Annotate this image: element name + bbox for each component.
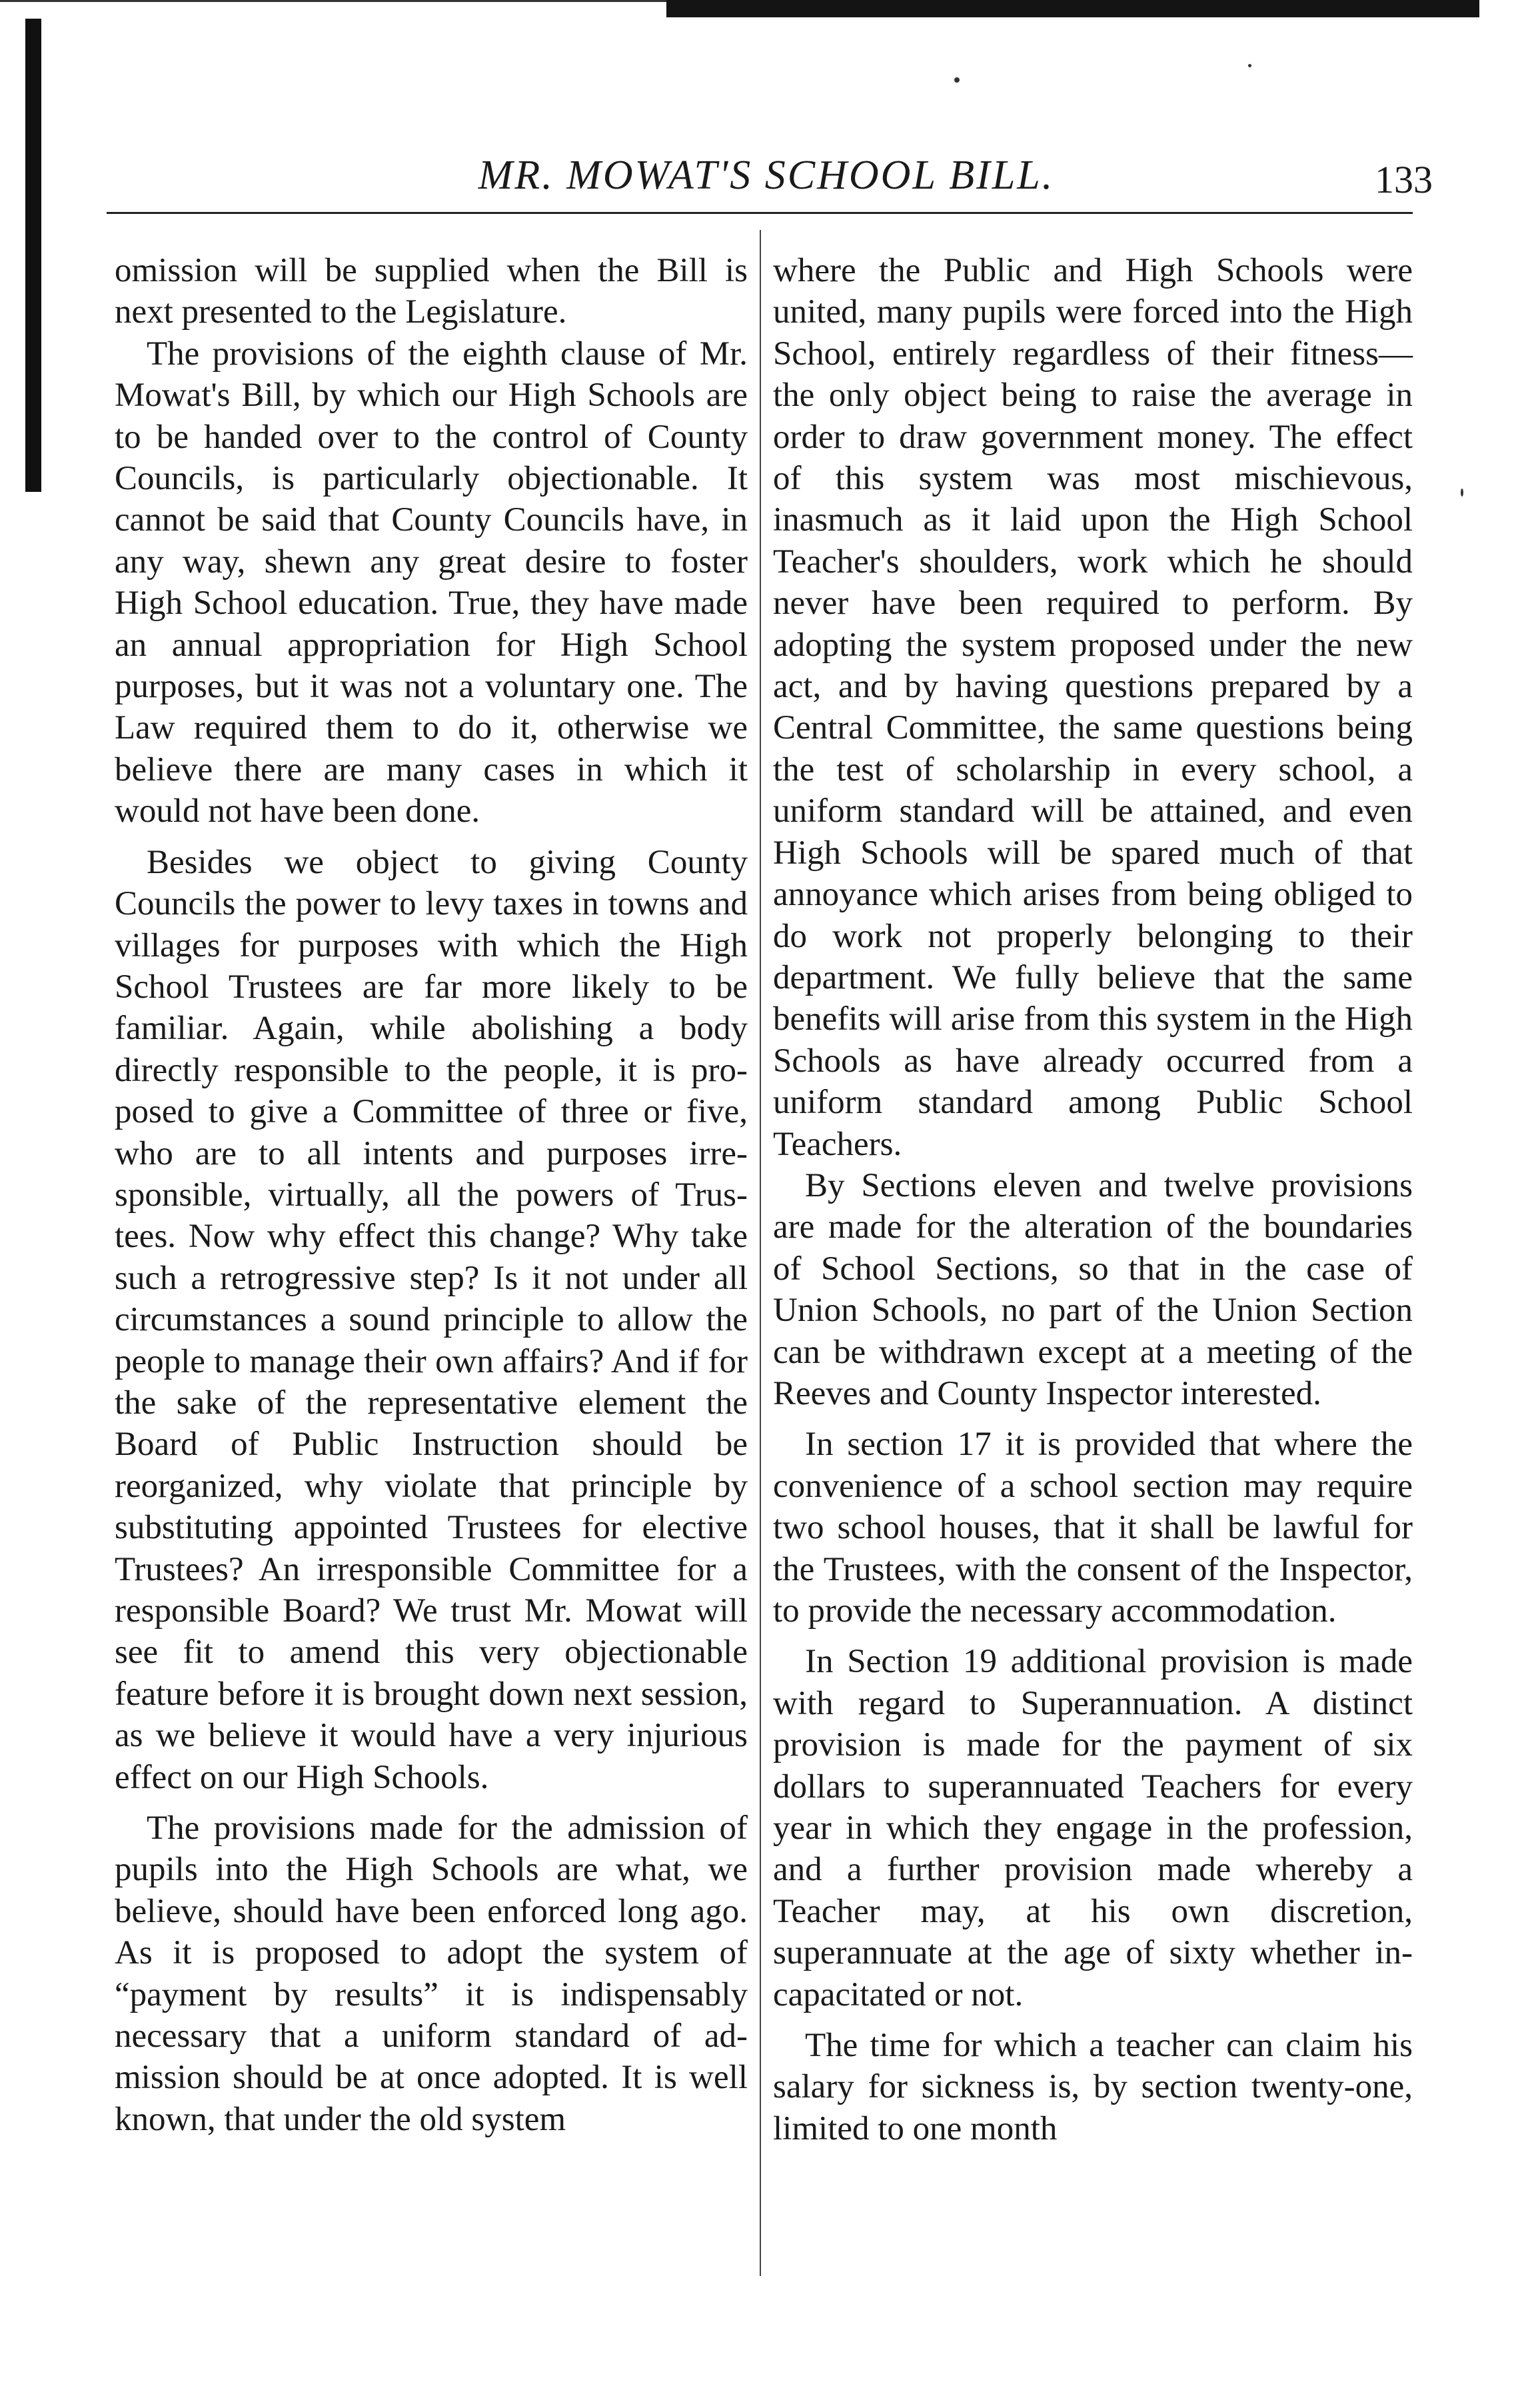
running-title: MR. MOWAT'S SCHOOL BILL. [478, 153, 1055, 198]
paragraph: The provisions of the eighth clause of Mr. Mowat's Bill, by which our High Schools are to be handed over to the control of County Councils, is particularly objectionable. It cannot be said that County Councils have, in any way, shewn any great desire to foster High School education. True, they have made an annual appropriation for High School purposes, but it was not a voluntary one. The Law required them to do it, otherwise we believe there are many cases in which it would not have been done. [115, 335, 748, 830]
top-border-bar [666, 0, 1479, 17]
paragraph: Besides we object to giving County Councils the power to levy taxes in towns and villages for purposes with which the High School Trustees are far more likely to be familiar. Again, while abolishing a body directly responsible to the people, it is proposed to give a Committee of three or five, who are to all intents and purposes irresponsible, virtually, all the powers of Trustees. Now why effect this change? Why take such a retrogressive step? Is it not under all circumstances a sound principle to allow the people to manage their own affairs? And if for the sake of the representative element the Board of Public Instruction should be reorganized, why violate that principle by substituting appointed Trustees for elective Trustees? An irresponsible Committee for a responsible Board? We trust Mr. Mowat will see fit to amend this very objectionable feature before it is brought down next session, as we believe it would have a very injurious effect on our High Schools. [115, 843, 748, 1796]
left-column [115, 250, 748, 2140]
page-header [100, 145, 1433, 205]
paragraph: In section 17 it is provided that where the convenience of a school section may require two school houses, that it shall be lawful for the Trustees, with the consent of the Inspector, to provide the necessary accommodation. [773, 1426, 1413, 1630]
right-column [773, 250, 1413, 2149]
print-speck [1461, 489, 1463, 497]
print-speck [954, 77, 960, 83]
paragraph: The provisions made for the admission of pupils into the High Schools are what, we believe, should have been enforced long ago. As it is proposed to adopt the system of “payment by results” it is indispensably necessary that a uniform standard of admission should be at once adopted. It is well known, that under the old system [115, 1809, 748, 2138]
header-rule [107, 212, 1413, 214]
left-margin-bar [25, 19, 41, 492]
paragraph: In Section 19 additional provision is made with regard to Superannuation. A distinct provision is made for the payment of six dollars to superannuated Teachers for every year in which they engage in the profession, and a further provision made whereby a Teacher may, at his own discretion, superannuate at the age of sixty whether incapacitated or not. [773, 1643, 1413, 2013]
paragraph: By Sections eleven and twelve provisions are made for the alteration of the boundaries of School Sections, so that in the case of Union Schools, no part of the Union Section can be withdrawn except at a meeting of the Reeves and County Inspector interested. [773, 1166, 1413, 1412]
paragraph: where the Public and High Schools were united, many pupils were forced into the High School, entirely regardless of their fitness—the only object being to raise the average in order to draw government money. The effect of this system was most mischievous, inasmuch as it laid upon the High School Teacher's shoulders, work which he should never have been required to perform. By adopting the system proposed under the new act, and by having questions prepared by a Central Committee, the same questions being the test of scholarship in every school, a uniform standard will be attained, and even High Schools will be spared much of that annoyance which arises from being obliged to do work not properly belonging to their department. We fully believe that the same benefits will arise from this system in the High Schools as have already occurred from a uniform standard among Public School Teachers. [773, 252, 1413, 1163]
paragraph: The time for which a teacher can claim his salary for sickness is, by section twenty-one, limited to one month [773, 2027, 1413, 2147]
top-edge-rule [0, 0, 666, 2]
paragraph: omission will be supplied when the Bill is next presented to the Legislature. [115, 252, 748, 331]
page-number: 133 [1375, 158, 1433, 201]
print-speck [1248, 64, 1251, 67]
column-divider [760, 230, 761, 2276]
